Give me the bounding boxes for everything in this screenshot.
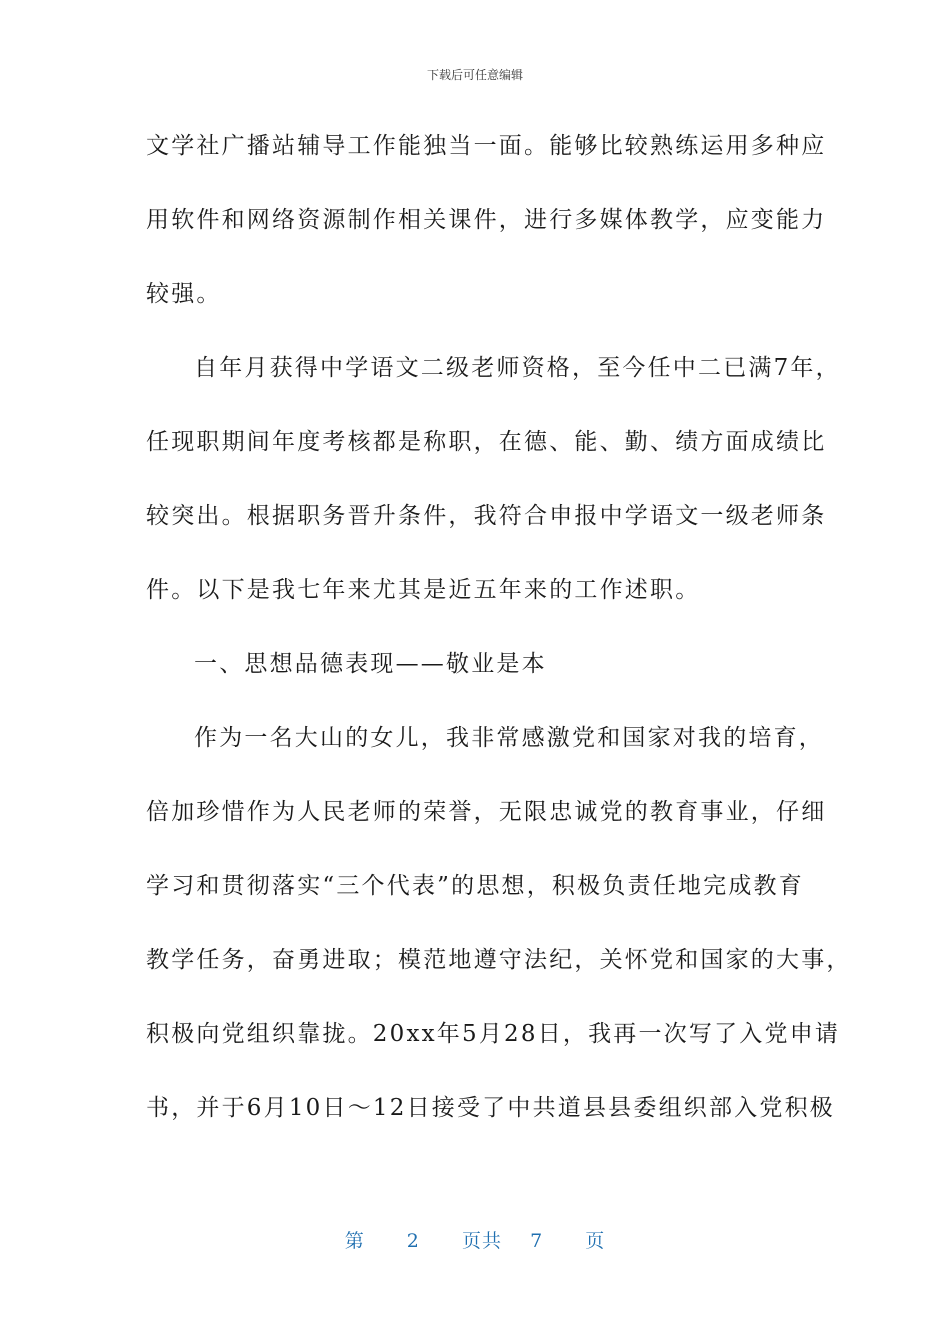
document-body: [146, 120, 852, 1156]
footer-suffix: 页: [585, 1230, 606, 1252]
footer-total-pages: 7: [530, 1230, 544, 1252]
body-line: 较强。: [146, 281, 222, 307]
body-line: 作为一名大山的女儿，我非常感激党和国家对我的培育，: [194, 725, 824, 751]
page-footer: [0, 1226, 950, 1253]
footer-page-number: 2: [406, 1230, 420, 1252]
section-heading: 一、思想品德表现——敬业是本: [194, 651, 547, 677]
body-line: 学习和贯彻落实“三个代表”的思想，积极负责任地完成教育: [146, 873, 804, 899]
body-line: 教学任务，奋勇进取；模范地遵守法纪，关怀党和国家的大事，: [146, 947, 852, 973]
body-line: 用软件和网络资源制作相关课件，进行多媒体教学，应变能力: [146, 207, 827, 233]
body-line: 任现职期间年度考核都是称职，在德、能、勤、绩方面成绩比: [146, 429, 827, 455]
page-header: 下载后可任意编辑: [426, 68, 523, 82]
body-line: 件。以下是我七年来尤其是近五年来的工作述职。: [146, 577, 701, 603]
body-line: 积极向党组织靠拢。20xx年5月28日，我再一次写了入党申请: [146, 1021, 841, 1047]
body-line: 自年月获得中学语文二级老师资格，至今任中二已满7年，: [194, 355, 841, 381]
footer-middle: 页共: [461, 1230, 502, 1252]
footer-prefix: 第: [344, 1230, 365, 1252]
body-line: 文学社广播站辅导工作能独当一面。能够比较熟练运用多种应: [146, 133, 827, 159]
body-line: 书，并于6月10日～12日接受了中共道县县委组织部入党积极: [146, 1095, 835, 1121]
body-line: 倍加珍惜作为人民老师的荣誉，无限忠诚党的教育事业，仔细: [146, 799, 827, 825]
body-line: 较突出。根据职务晋升条件，我符合申报中学语文一级老师条: [146, 503, 827, 529]
